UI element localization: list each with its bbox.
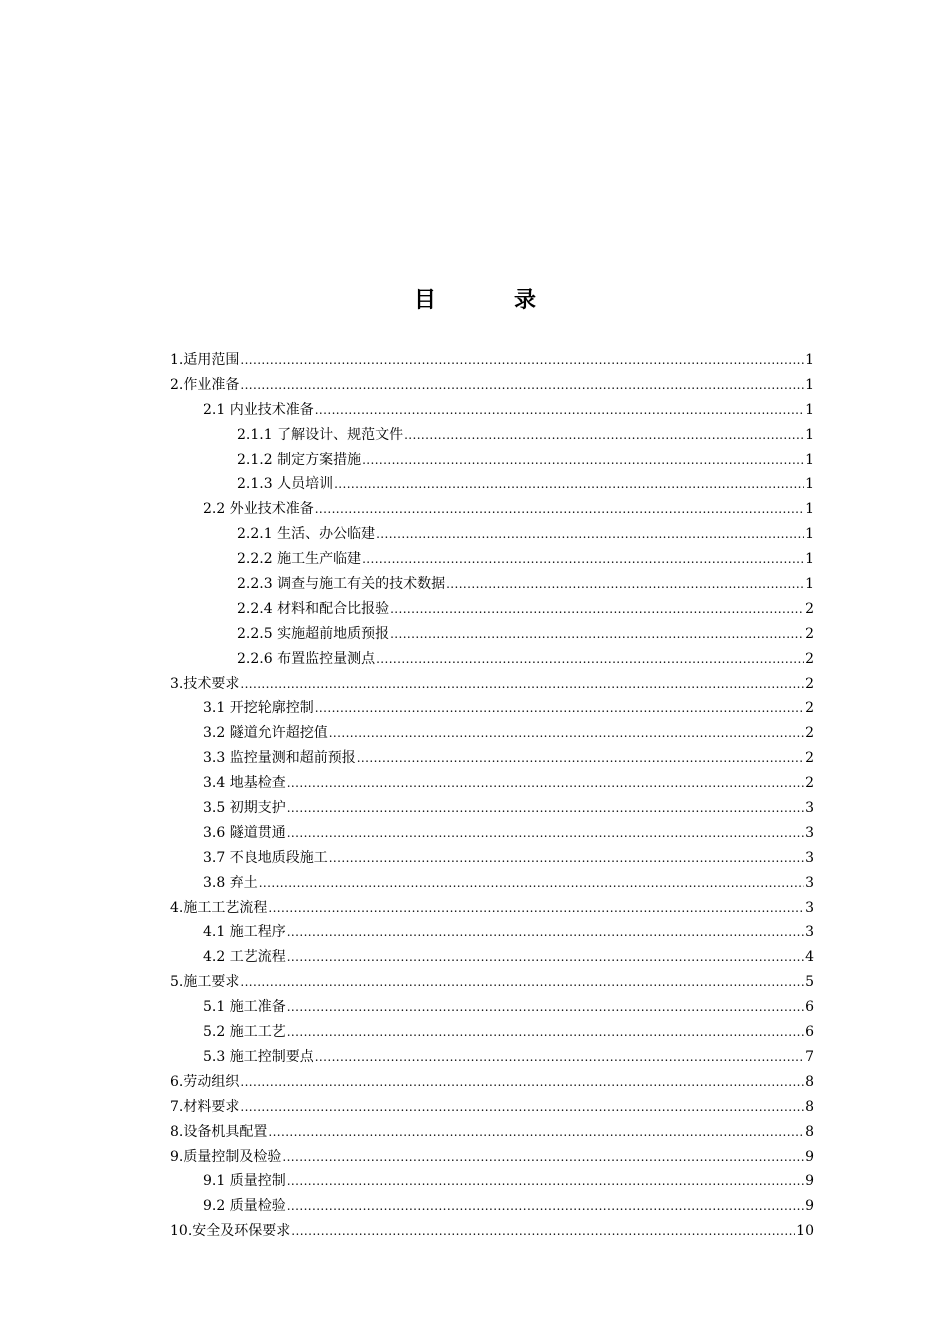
toc-dot-leader	[329, 721, 804, 746]
toc-entry-page-number: 1	[805, 476, 814, 493]
toc-entry[interactable]	[170, 672, 814, 697]
toc-entry-page-number: 7	[805, 1048, 814, 1065]
toc-entry[interactable]	[170, 398, 814, 423]
toc-entry[interactable]	[170, 1194, 814, 1219]
toc-entry-label: 10.安全及环保要求	[170, 1223, 291, 1240]
toc-entry-page-number: 9	[805, 1148, 814, 1165]
toc-entry-label: 2.1.1 了解设计、规范文件	[237, 426, 404, 443]
toc-entry-label: 2.2.1 生活、办公临建	[237, 526, 376, 543]
toc-entry-label: 3.5 初期支护	[203, 800, 286, 817]
toc-entry-label: 2.2.3 调查与施工有关的技术数据	[237, 576, 446, 593]
toc-entry[interactable]	[170, 597, 814, 622]
toc-entry[interactable]	[170, 796, 814, 821]
toc-dot-leader	[362, 547, 804, 572]
toc-entry[interactable]	[170, 1020, 814, 1045]
toc-entry-page-number: 9	[805, 1198, 814, 1215]
toc-dot-leader	[240, 1070, 804, 1095]
toc-dot-leader	[240, 1095, 804, 1120]
toc-entry[interactable]	[170, 1219, 814, 1244]
toc-entry-label: 2.1.2 制定方案措施	[237, 451, 362, 468]
toc-entry-label: 5.2 施工工艺	[203, 1024, 286, 1041]
toc-dot-leader	[287, 1020, 804, 1045]
toc-entry-label: 3.3 监控量测和超前预报	[203, 750, 356, 767]
toc-entry-page-number: 3	[805, 924, 814, 941]
toc-entry[interactable]	[170, 846, 814, 871]
toc-entry[interactable]	[170, 920, 814, 945]
table-of-contents	[170, 348, 814, 1244]
toc-dot-leader	[287, 1169, 804, 1194]
toc-entry[interactable]	[170, 696, 814, 721]
toc-entry-page-number: 1	[805, 352, 814, 368]
toc-dot-leader	[287, 1194, 804, 1219]
toc-entry[interactable]	[170, 771, 814, 796]
toc-entry-label: 9.1 质量控制	[203, 1173, 286, 1190]
toc-entry-label: 2.2.4 材料和配合比报验	[237, 600, 390, 617]
toc-entry[interactable]	[170, 871, 814, 896]
toc-entry[interactable]	[170, 348, 814, 373]
toc-entry-page-number: 6	[805, 1024, 814, 1041]
toc-entry-label: 2.2.6 布置监控量测点	[237, 650, 376, 667]
toc-dot-leader	[240, 348, 804, 373]
toc-entry-label: 2.1.3 人员培训	[237, 476, 334, 493]
toc-dot-leader	[329, 846, 804, 871]
toc-entry-page-number: 1	[805, 401, 814, 418]
toc-dot-leader	[390, 597, 804, 622]
toc-entry-page-number: 3	[805, 824, 814, 841]
toc-dot-leader	[240, 672, 804, 697]
toc-entry[interactable]	[170, 1095, 814, 1120]
toc-entry-page-number: 8	[805, 1098, 814, 1115]
toc-entry-label: 2.2.5 实施超前地质预报	[237, 625, 390, 642]
toc-entry[interactable]	[170, 497, 814, 522]
toc-entry[interactable]	[170, 746, 814, 771]
toc-dot-leader	[376, 647, 804, 672]
toc-entry-page-number: 2	[805, 650, 814, 667]
toc-entry-label: 7.材料要求	[170, 1098, 240, 1115]
toc-dot-leader	[287, 995, 804, 1020]
toc-entry-page-number: 3	[805, 899, 814, 916]
toc-dot-leader	[446, 572, 804, 597]
toc-dot-leader	[334, 472, 804, 497]
toc-dot-leader	[259, 871, 804, 896]
toc-dot-leader	[315, 398, 804, 423]
toc-dot-leader	[240, 373, 804, 398]
toc-entry[interactable]	[170, 1169, 814, 1194]
toc-title: 目 录	[413, 287, 564, 313]
toc-entry-label: 2.2.2 施工生产临建	[237, 551, 362, 568]
toc-entry[interactable]	[170, 423, 814, 448]
toc-entry-page-number: 2	[805, 675, 814, 692]
toc-entry-label: 4.施工工艺流程	[170, 899, 268, 916]
toc-entry-label: 5.3 施工控制要点	[203, 1048, 314, 1065]
toc-entry-page-number: 3	[805, 800, 814, 817]
toc-entry-page-number: 2	[805, 725, 814, 742]
toc-entry[interactable]	[170, 970, 814, 995]
toc-entry-page-number: 2	[805, 775, 814, 792]
toc-dot-leader	[282, 1145, 804, 1170]
toc-entry-label: 3.4 地基检查	[203, 775, 286, 792]
toc-entry-page-number: 1	[805, 376, 814, 393]
toc-dot-leader	[315, 497, 804, 522]
toc-entry-page-number: 2	[805, 600, 814, 617]
toc-dot-leader	[268, 896, 804, 921]
toc-entry-page-number: 1	[805, 551, 814, 568]
toc-entry-page-number: 4	[805, 949, 814, 966]
toc-entry-page-number: 2	[805, 700, 814, 717]
toc-entry[interactable]	[170, 945, 814, 970]
toc-entry-page-number: 2	[805, 625, 814, 642]
toc-entry-label: 3.技术要求	[170, 675, 240, 692]
toc-entry-label: 4.1 施工程序	[203, 924, 286, 941]
toc-entry[interactable]	[170, 1120, 814, 1145]
toc-entry-page-number: 3	[805, 874, 814, 891]
toc-entry-page-number: 5	[805, 974, 814, 991]
toc-dot-leader	[404, 423, 804, 448]
toc-entry[interactable]	[170, 572, 814, 597]
toc-entry-label: 3.8 弃土	[203, 874, 258, 891]
toc-dot-leader	[287, 821, 804, 846]
toc-entry-label: 9.质量控制及检验	[170, 1148, 282, 1165]
toc-entry-label: 2.1 内业技术准备	[203, 401, 314, 418]
toc-entry[interactable]	[170, 1045, 814, 1070]
toc-entry-label: 1.适用范围	[170, 352, 240, 368]
toc-dot-leader	[315, 1045, 804, 1070]
toc-entry[interactable]	[170, 522, 814, 547]
toc-entry[interactable]	[170, 896, 814, 921]
toc-dot-leader	[291, 1219, 795, 1244]
toc-dot-leader	[390, 622, 804, 647]
toc-entry-page-number: 1	[805, 576, 814, 593]
toc-entry-label: 3.1 开挖轮廓控制	[203, 700, 314, 717]
toc-entry-page-number: 2	[805, 750, 814, 767]
toc-entry-page-number: 8	[805, 1123, 814, 1140]
toc-dot-leader	[287, 945, 804, 970]
toc-entry-page-number: 6	[805, 999, 814, 1016]
toc-entry-page-number: 10	[796, 1223, 814, 1240]
toc-entry-label: 3.7 不良地质段施工	[203, 849, 328, 866]
toc-dot-leader	[357, 746, 804, 771]
toc-entry[interactable]	[170, 995, 814, 1020]
toc-entry-label: 4.2 工艺流程	[203, 949, 286, 966]
toc-entry[interactable]	[170, 472, 814, 497]
toc-entry-page-number: 8	[805, 1073, 814, 1090]
toc-entry[interactable]	[170, 647, 814, 672]
toc-entry-page-number: 1	[805, 526, 814, 543]
toc-entry-label: 3.6 隧道贯通	[203, 824, 286, 841]
toc-dot-leader	[240, 970, 804, 995]
toc-entry[interactable]	[170, 721, 814, 746]
toc-entry-label: 9.2 质量检验	[203, 1198, 286, 1215]
toc-dot-leader	[362, 448, 804, 473]
toc-entry-page-number: 1	[805, 426, 814, 443]
toc-entry-label: 3.2 隧道允许超挖值	[203, 725, 328, 742]
toc-entry[interactable]	[170, 622, 814, 647]
toc-entry-label: 8.设备机具配置	[170, 1123, 268, 1140]
toc-entry[interactable]	[170, 448, 814, 473]
toc-dot-leader	[287, 771, 804, 796]
toc-entry-label: 2.作业准备	[170, 376, 240, 393]
toc-entry[interactable]	[170, 547, 814, 572]
toc-entry-page-number: 1	[805, 451, 814, 468]
toc-entry[interactable]	[170, 1145, 814, 1170]
toc-entry-label: 5.1 施工准备	[203, 999, 286, 1016]
toc-dot-leader	[315, 696, 804, 721]
toc-entry[interactable]	[170, 1070, 814, 1095]
toc-entry-label: 2.2 外业技术准备	[203, 501, 314, 518]
toc-dot-leader	[268, 1120, 804, 1145]
toc-dot-leader	[376, 522, 804, 547]
toc-dot-leader	[287, 796, 804, 821]
toc-entry-label: 5.施工要求	[170, 974, 240, 991]
toc-entry[interactable]	[170, 821, 814, 846]
toc-entry-label: 6.劳动组织	[170, 1073, 240, 1090]
toc-entry-page-number: 3	[805, 849, 814, 866]
toc-entry-page-number: 1	[805, 501, 814, 518]
toc-entry[interactable]	[170, 373, 814, 398]
toc-dot-leader	[287, 920, 804, 945]
toc-entry-page-number: 9	[805, 1173, 814, 1190]
